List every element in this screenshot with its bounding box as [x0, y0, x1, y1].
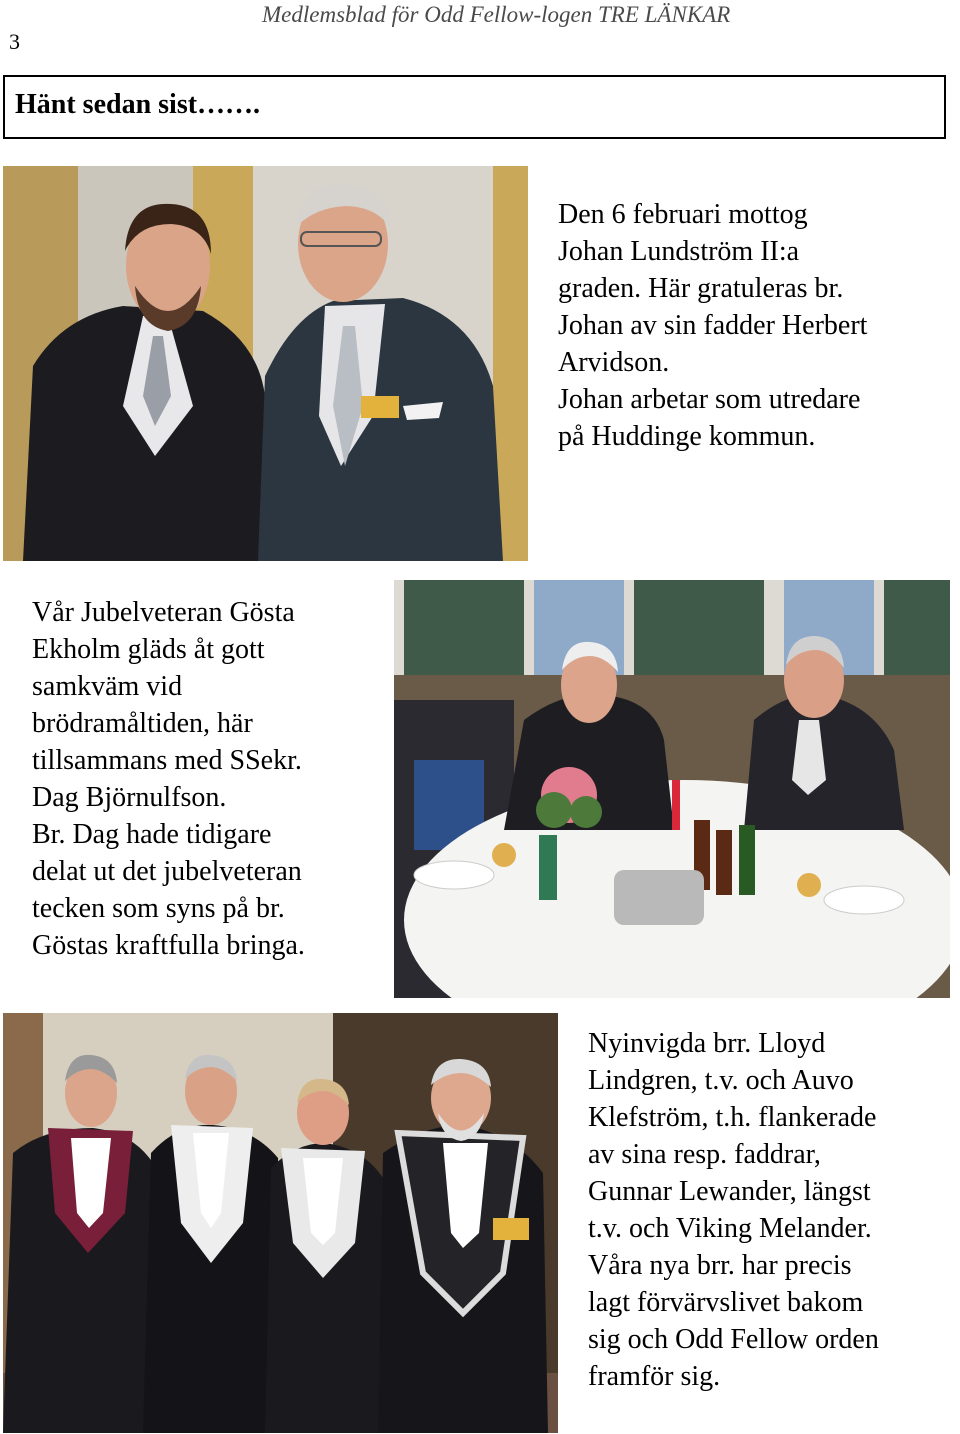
caption-line: tecken som syns på br.: [32, 893, 285, 924]
caption-line: Ekholm gläds åt gott: [32, 634, 265, 665]
caption-line: Den 6 februari mottog: [558, 199, 808, 230]
section-title: Hänt sedan sist…….: [15, 89, 261, 120]
caption-middle: [32, 594, 305, 964]
caption-line: Våra nya brr. har precis: [588, 1250, 852, 1281]
caption-line: på Huddinge kommun.: [558, 421, 816, 452]
caption-line: Johan arbetar som utredare: [558, 384, 861, 415]
caption-line: samkväm vid: [32, 671, 183, 702]
photo-dinner-table: [394, 580, 950, 998]
page-number: 3: [9, 29, 20, 54]
photo-four-men: [3, 1013, 558, 1433]
caption-top: [558, 196, 867, 455]
caption-line: Vår Jubelveteran Gösta: [32, 597, 295, 628]
caption-line: Johan Lundström II:a: [558, 236, 800, 267]
caption-line: Göstas kraftfulla bringa.: [32, 930, 305, 961]
caption-bottom: [588, 1025, 879, 1395]
caption-line: t.v. och Viking Melander.: [588, 1213, 872, 1244]
caption-line: Gunnar Lewander, längst: [588, 1176, 871, 1207]
caption-line: Dag Björnulfson.: [32, 782, 227, 813]
caption-line: Lindgren, t.v. och Auvo: [588, 1065, 854, 1096]
caption-line: sig och Odd Fellow orden: [588, 1324, 879, 1355]
photo-two-men: [3, 166, 528, 561]
caption-line: Klefström, t.h. flankerade: [588, 1102, 877, 1133]
caption-line: tillsammans med SSekr.: [32, 745, 302, 776]
caption-line: graden. Här gratuleras br.: [558, 273, 844, 304]
caption-line: brödramåltiden, här: [32, 708, 253, 739]
caption-line: delat ut det jubelveteran: [32, 856, 302, 887]
section-title-box: [3, 75, 946, 139]
caption-line: Nyinvigda brr. Lloyd: [588, 1028, 826, 1059]
caption-line: Br. Dag hade tidigare: [32, 819, 272, 850]
running-header: Medlemsblad för Odd Fellow-logen TRE LÄNKAR: [262, 2, 731, 27]
caption-line: framför sig.: [588, 1361, 721, 1392]
caption-line: av sina resp. faddrar,: [588, 1139, 821, 1170]
caption-line: Arvidson.: [558, 347, 670, 378]
caption-line: Johan av sin fadder Herbert: [558, 310, 868, 341]
caption-line: lagt förvärvslivet bakom: [588, 1287, 864, 1318]
